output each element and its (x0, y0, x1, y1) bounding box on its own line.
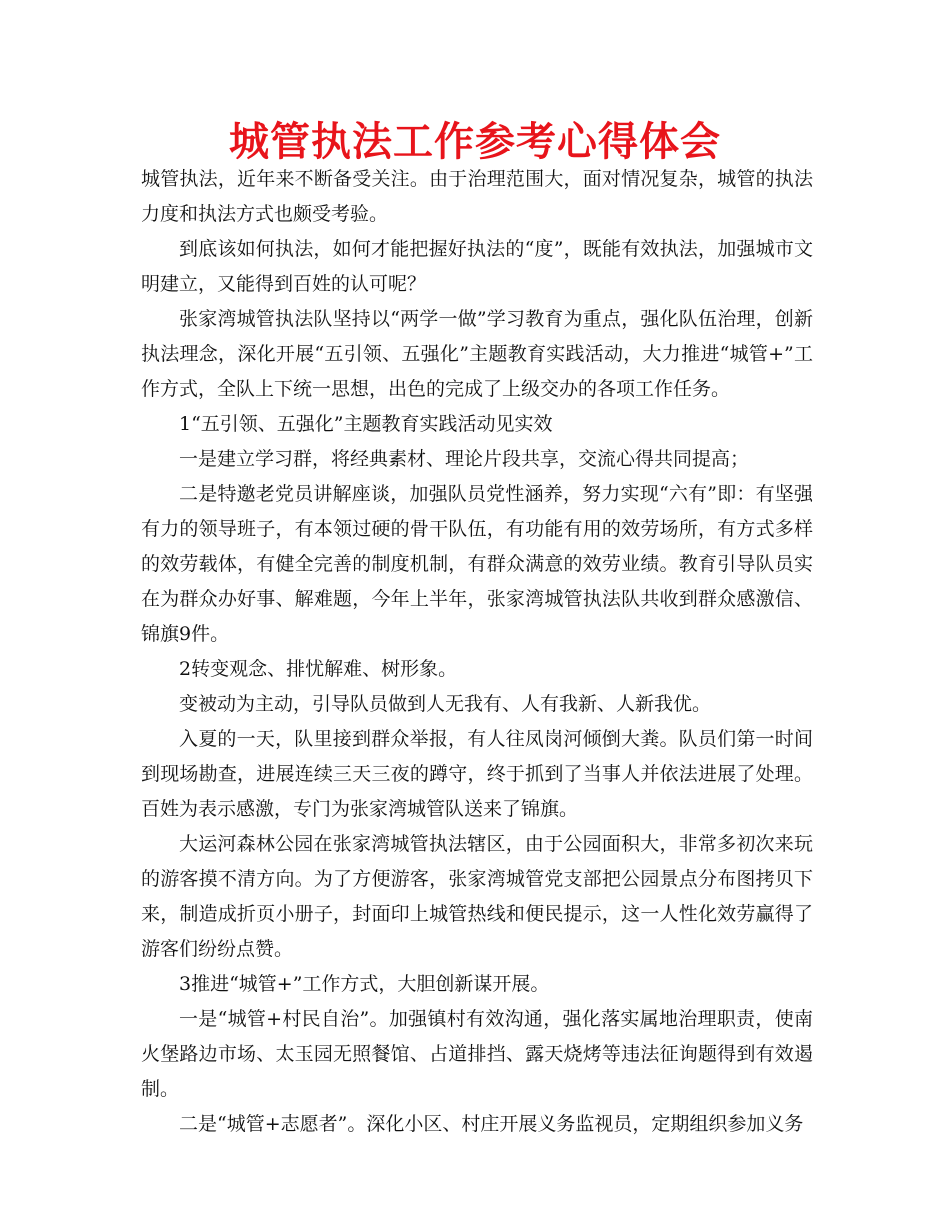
paragraph-six-haves: 二是特邀老党员讲解座谈，加强队员党性涵养，努力实现“六有”即：有坚强有力的领导班子，有本领过硬的骨干队伍，有功能有用的效劳场所，有方式多样的效劳载体，有健全完善的制度机制，有群众满意的效劳业绩。教育引导队员实在为群众办好事、解难题，今年上半年，张家湾城管执法队共收到群众感激信、锦旗9件。 (141, 483, 813, 645)
paragraph-study-group: 一是建立学习群，将经典素材、理论片段共享，交流心得共同提高； (179, 448, 750, 470)
section-heading-3: 3推进“城管+”工作方式，大胆创新谋开展。 (179, 973, 550, 995)
paragraph-forest-park: 大运河森林公园在张家湾城管执法辖区，由于公园面积大，非常多初次来玩的游客摸不清方向。为了方便游客，张家湾城管党支部把公园景点分布图拷贝下来，制造成折页小册子，封面印上城管热线和便民提示，这一人性化效劳赢得了游客们纷纷点赞。 (141, 833, 813, 960)
paragraph-summer-case: 入夏的一天，队里接到群众举报，有人往凤岗河倾倒大粪。队员们第一时间到现场勘查，进展连续三天三夜的蹲守，终于抓到了当事人并依法进展了处理。百姓为表示感激，专门为张家湾城管队送来了锦旗。 (141, 728, 813, 820)
document-title: 城管执法工作参考心得体会 (229, 119, 721, 165)
section-heading-2: 2转变观念、排忧解难、树形象。 (179, 658, 458, 680)
paragraph-villager-autonomy: 一是“城管+村民自治”。加强镇村有效沟通，强化落实属地治理职责，使南火堡路边市场、太玉园无照餐馆、占道排挡、露天烧烤等违法征询题得到有效遏制。 (141, 1008, 813, 1100)
paragraph-intro: 城管执法，近年来不断备受关注。由于治理范围大，面对情况复杂，城管的执法力度和执法方式也颇受考验。 (141, 168, 813, 225)
paragraph-question: 到底该如何执法，如何才能把握好执法的“度”，既能有效执法，加强城市文明建立，又能得到百姓的认可呢？ (141, 238, 813, 295)
paragraph-proactive: 变被动为主动，引导队员做到人无我有、人有我新、人新我优。 (179, 693, 712, 715)
document-body (141, 162, 813, 1142)
section-heading-1: 1“五引领、五强化”主题教育实践活动见实效 (179, 413, 553, 435)
paragraph-overview: 张家湾城管执法队坚持以“两学一做”学习教育为重点，强化队伍治理，创新执法理念，深化开展“五引领、五强化”主题教育实践活动，大力推进“城管+”工作方式，全队上下统一思想，出色的完成了上级交办的各项工作任务。 (141, 308, 813, 400)
paragraph-volunteers: 二是“城管+志愿者”。深化小区、村庄开展义务监视员，定期组织参加义务 (179, 1113, 804, 1135)
